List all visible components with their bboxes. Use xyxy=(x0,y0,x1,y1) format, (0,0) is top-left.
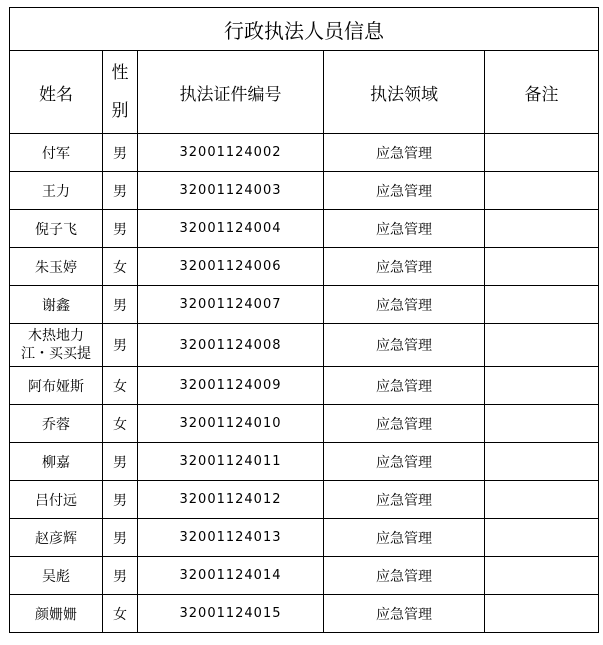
cell-note xyxy=(485,210,599,248)
cell-field: 应急管理 xyxy=(324,595,485,633)
header-field: 执法领域 xyxy=(324,51,485,134)
header-gender xyxy=(103,51,138,134)
cell-field: 应急管理 xyxy=(324,557,485,595)
cell-note xyxy=(485,557,599,595)
cell-note xyxy=(485,405,599,443)
header-gender-line1: 性 xyxy=(111,63,129,83)
cell-gender: 女 xyxy=(103,367,138,405)
cell-cert: 32001124010 xyxy=(138,405,324,443)
cell-name: 吕付远 xyxy=(10,481,103,519)
cell-gender: 男 xyxy=(103,443,138,481)
cell-cert: 32001124003 xyxy=(138,172,324,210)
cell-name: 柳嘉 xyxy=(10,443,103,481)
cell-gender: 男 xyxy=(103,172,138,210)
cell-field: 应急管理 xyxy=(324,367,485,405)
cell-cert: 32001124002 xyxy=(138,134,324,172)
personnel-table xyxy=(9,7,599,633)
header-gender-line2: 别 xyxy=(111,101,129,121)
cell-name xyxy=(10,324,103,367)
cell-name: 赵彦辉 xyxy=(10,519,103,557)
cell-field: 应急管理 xyxy=(324,519,485,557)
cell-cert: 32001124011 xyxy=(138,443,324,481)
name-line2: 江・买买提 xyxy=(21,346,91,362)
cell-field: 应急管理 xyxy=(324,324,485,367)
cell-cert: 32001124015 xyxy=(138,595,324,633)
name-line1: 木热地力 xyxy=(28,328,84,344)
cell-note xyxy=(485,595,599,633)
table-row xyxy=(10,134,599,172)
cell-note xyxy=(485,324,599,367)
cell-note xyxy=(485,248,599,286)
cell-name: 吴彪 xyxy=(10,557,103,595)
table-title: 行政执法人员信息 xyxy=(10,8,599,51)
cell-gender: 男 xyxy=(103,519,138,557)
cell-gender: 男 xyxy=(103,134,138,172)
cell-cert: 32001124014 xyxy=(138,557,324,595)
header-cert: 执法证件编号 xyxy=(138,51,324,134)
cell-note xyxy=(485,172,599,210)
cell-gender: 女 xyxy=(103,595,138,633)
table-row xyxy=(10,481,599,519)
cell-name: 朱玉婷 xyxy=(10,248,103,286)
table-row xyxy=(10,172,599,210)
cell-field: 应急管理 xyxy=(324,210,485,248)
cell-cert: 32001124008 xyxy=(138,324,324,367)
cell-note xyxy=(485,286,599,324)
header-note: 备注 xyxy=(485,51,599,134)
cell-gender: 男 xyxy=(103,286,138,324)
cell-note xyxy=(485,481,599,519)
cell-gender: 女 xyxy=(103,248,138,286)
cell-cert: 32001124012 xyxy=(138,481,324,519)
cell-name: 颜姗姗 xyxy=(10,595,103,633)
cell-name: 乔蓉 xyxy=(10,405,103,443)
table-row xyxy=(10,405,599,443)
cell-field: 应急管理 xyxy=(324,248,485,286)
cell-field: 应急管理 xyxy=(324,405,485,443)
table-row xyxy=(10,557,599,595)
table-row xyxy=(10,248,599,286)
cell-gender: 男 xyxy=(103,210,138,248)
cell-cert: 32001124013 xyxy=(138,519,324,557)
cell-name: 谢鑫 xyxy=(10,286,103,324)
cell-name: 阿布娅斯 xyxy=(10,367,103,405)
cell-cert: 32001124009 xyxy=(138,367,324,405)
table-row xyxy=(10,286,599,324)
cell-gender: 男 xyxy=(103,481,138,519)
cell-gender: 男 xyxy=(103,557,138,595)
cell-name: 王力 xyxy=(10,172,103,210)
cell-note xyxy=(485,134,599,172)
table-row xyxy=(10,519,599,557)
cell-gender: 男 xyxy=(103,324,138,367)
cell-note xyxy=(485,443,599,481)
cell-name: 付军 xyxy=(10,134,103,172)
table-row xyxy=(10,210,599,248)
cell-field: 应急管理 xyxy=(324,286,485,324)
header-name: 姓名 xyxy=(10,51,103,134)
cell-gender: 女 xyxy=(103,405,138,443)
cell-field: 应急管理 xyxy=(324,172,485,210)
cell-field: 应急管理 xyxy=(324,443,485,481)
table-row xyxy=(10,324,599,367)
cell-field: 应急管理 xyxy=(324,134,485,172)
table-row xyxy=(10,367,599,405)
cell-cert: 32001124007 xyxy=(138,286,324,324)
table-row xyxy=(10,595,599,633)
cell-field: 应急管理 xyxy=(324,481,485,519)
cell-cert: 32001124004 xyxy=(138,210,324,248)
cell-note xyxy=(485,519,599,557)
cell-cert: 32001124006 xyxy=(138,248,324,286)
cell-name: 倪子飞 xyxy=(10,210,103,248)
cell-note xyxy=(485,367,599,405)
table-row xyxy=(10,443,599,481)
